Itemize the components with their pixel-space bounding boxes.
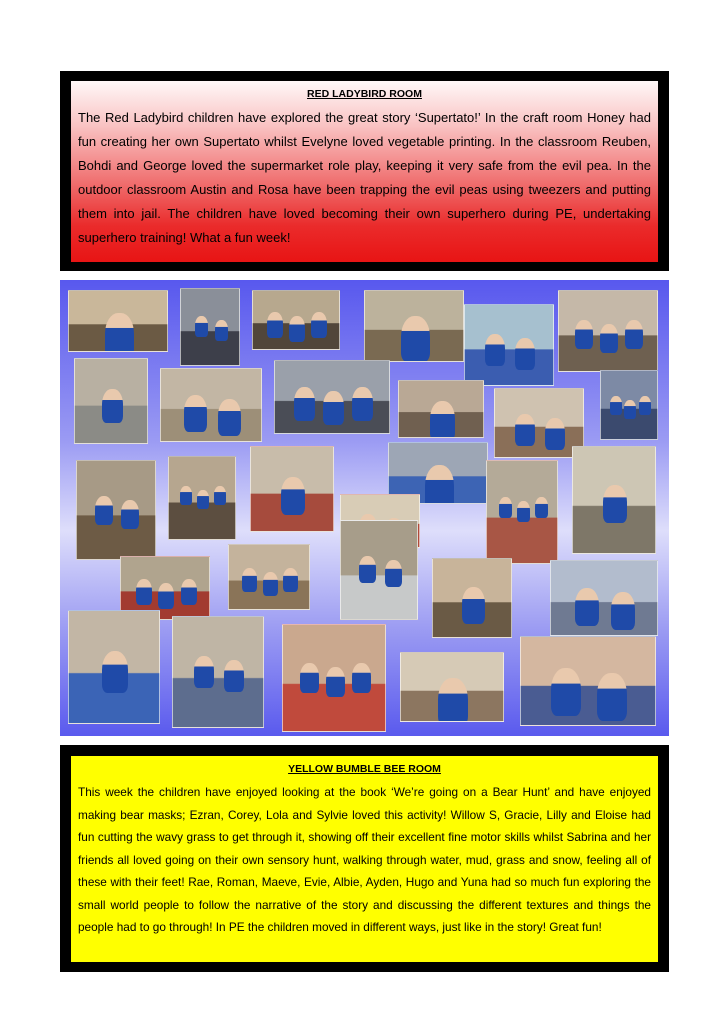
- child-figure: [359, 556, 376, 583]
- collage-photo: [494, 388, 584, 458]
- child-figure: [242, 568, 257, 592]
- collage-photo: [168, 456, 236, 540]
- red-ladybird-room-title: RED LADYBIRD ROOM: [307, 88, 422, 100]
- collage-photo: [600, 370, 658, 440]
- collage-photo: [486, 460, 558, 564]
- collage-photo: [340, 520, 418, 620]
- collage-photo: [398, 380, 484, 438]
- child-figure: [283, 568, 298, 592]
- child-figure: [515, 338, 535, 370]
- child-figure: [462, 587, 485, 624]
- child-figure: [326, 667, 345, 697]
- child-figure: [352, 387, 373, 421]
- child-figure: [294, 387, 315, 421]
- collage-photo: [74, 358, 148, 444]
- child-figure: [224, 660, 244, 692]
- child-figure: [195, 316, 208, 337]
- collage-photo: [364, 290, 464, 362]
- collage-photo: [68, 290, 168, 352]
- child-figure: [535, 497, 548, 518]
- child-figure: [102, 651, 128, 693]
- child-figure: [105, 313, 134, 352]
- child-figure: [289, 316, 305, 342]
- collage-photo: [464, 304, 554, 386]
- child-figure: [401, 316, 430, 362]
- child-figure: [121, 500, 139, 529]
- collage-photo: [400, 652, 504, 722]
- red-ladybird-room-text: The Red Ladybird children have explored the great story ‘Supertato!’ In the craft room Honey had fun creating her own Supertato whilst Evelyne loved vegetable printing. In the classroom Reuben, Bohdi and George loved the supermarket role play, keeping it very safe from the evil pea. In the outdoor classroom Austin and Rosa have been trapping the evil peas using tweezers and putting them into jail. The children have loved becoming their own superhero during PE, undertaking superhero training! What a fun week!: [78, 110, 651, 245]
- collage-photo: [252, 290, 340, 350]
- child-figure: [197, 490, 209, 509]
- child-figure: [180, 486, 192, 505]
- child-figure: [600, 324, 618, 353]
- collage-photo: [282, 624, 386, 732]
- child-figure: [597, 673, 627, 721]
- photo-collage: [60, 280, 669, 736]
- child-figure: [545, 418, 565, 450]
- child-figure: [136, 579, 152, 605]
- collage-photo: [520, 636, 656, 726]
- child-figure: [575, 588, 599, 626]
- collage-photo: [160, 368, 262, 442]
- collage-photo: [274, 360, 390, 434]
- child-figure: [499, 497, 512, 518]
- collage-photo: [572, 446, 656, 554]
- child-figure: [267, 312, 283, 338]
- collage-photo: [250, 446, 334, 532]
- child-figure: [603, 485, 627, 523]
- child-figure: [184, 395, 207, 432]
- collage-photo: [180, 288, 240, 366]
- yellow-bumble-bee-room-content: [71, 756, 658, 962]
- child-figure: [263, 572, 278, 596]
- child-figure: [214, 486, 226, 505]
- child-figure: [430, 401, 455, 438]
- child-figure: [438, 678, 468, 722]
- child-figure: [625, 320, 643, 349]
- child-figure: [194, 656, 214, 688]
- collage-photo: [432, 558, 512, 638]
- child-figure: [218, 399, 241, 436]
- child-figure: [551, 668, 581, 716]
- child-figure: [624, 400, 636, 419]
- child-figure: [281, 477, 305, 515]
- child-figure: [485, 334, 505, 366]
- collage-photo: [172, 616, 264, 728]
- yellow-bumble-bee-room-text: This week the children have enjoyed looking at the book ‘We’re going on a Bear Hunt’ and have enjoyed making bear masks; Ezran, Corey, Lola and Sylvie loved this activity! Willow S, Gracie, Lilly and Eloise had fun cutting the wavy grass to get through it, showing off their excellent fine motor skills whilst Sabrina and her friends all loved going on their own sensory hunt, walking through water, mud, grass and snow, feeling all of these with their feet! Rae, Roman, Maeve, Evie, Albie, Ayden, Hugo and Yuna had so much fun exploring the small world people to follow the narrative of the story and discussing the different textures and things the people had to go through! In PE the children moved in different ways, just like in the story! Great fun!: [78, 785, 651, 934]
- child-figure: [311, 312, 327, 338]
- child-figure: [517, 501, 530, 522]
- child-figure: [515, 414, 535, 446]
- child-figure: [95, 496, 113, 525]
- child-figure: [158, 583, 174, 609]
- child-figure: [352, 663, 371, 693]
- child-figure: [610, 396, 622, 415]
- collage-photo: [558, 290, 658, 372]
- child-figure: [102, 389, 123, 423]
- child-figure: [300, 663, 319, 693]
- red-ladybird-room-panel: [60, 71, 669, 271]
- collage-photo: [68, 610, 160, 724]
- child-figure: [385, 560, 402, 587]
- yellow-bumble-bee-room-title: YELLOW BUMBLE BEE ROOM: [288, 763, 441, 775]
- child-figure: [181, 579, 197, 605]
- red-ladybird-room-content: [71, 81, 658, 262]
- yellow-bumble-bee-room-panel: [60, 745, 669, 972]
- collage-photo: [228, 544, 310, 610]
- child-figure: [639, 396, 651, 415]
- collage-photo: [550, 560, 658, 636]
- child-figure: [425, 465, 454, 504]
- child-figure: [611, 592, 635, 630]
- child-figure: [215, 320, 228, 341]
- child-figure: [323, 391, 344, 425]
- collage-photo: [76, 460, 156, 560]
- child-figure: [575, 320, 593, 349]
